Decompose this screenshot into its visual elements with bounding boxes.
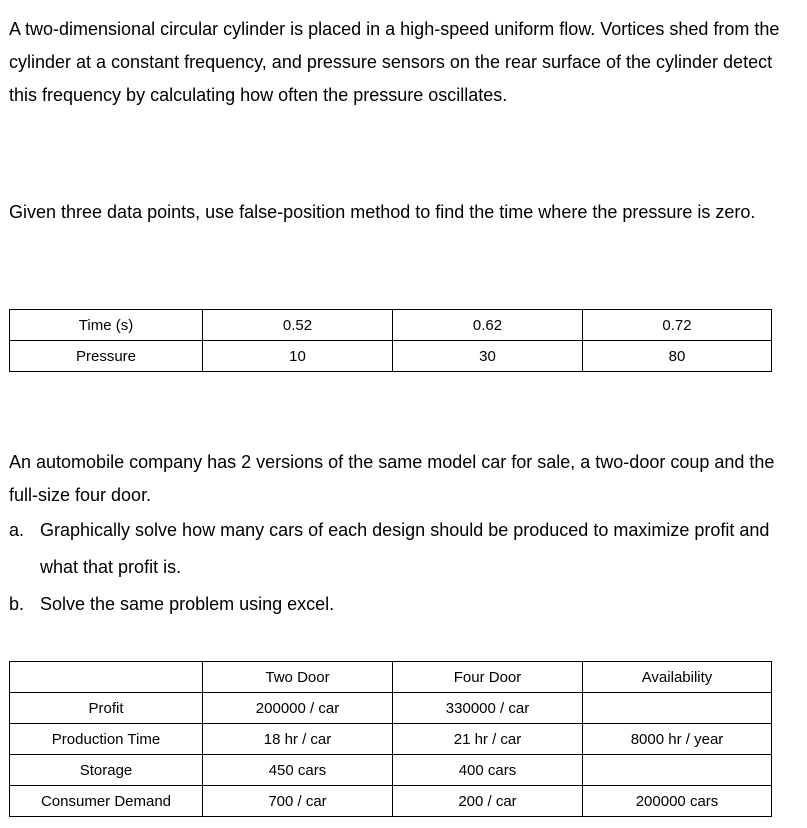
list-marker: b. xyxy=(9,594,25,614)
table-cell: Production Time xyxy=(10,724,203,755)
table-cell: 0.72 xyxy=(583,310,772,341)
table-header-cell: Four Door xyxy=(393,662,583,693)
table-cell: 18 hr / car xyxy=(203,724,393,755)
list-item-text: Solve the same problem using excel. xyxy=(40,594,335,614)
problem1-paragraph1: A two-dimensional circular cylinder is placed in a high-speed uniform flow. Vortices shed from the cylinder at a constant frequency, and pressure sensors on the rear surface of the cylinder detect this frequency by calculating how often the pressure oscillates. xyxy=(9,19,780,105)
table-cell: Profit xyxy=(10,693,203,724)
table-cell: 80 xyxy=(583,341,772,372)
table-cell: 21 hr / car xyxy=(393,724,583,755)
table-row xyxy=(10,341,772,372)
table-cell: 0.52 xyxy=(203,310,393,341)
table-row xyxy=(10,724,772,755)
table-header-row xyxy=(10,662,772,693)
table-cell: 700 / car xyxy=(203,786,393,817)
table-cell: Time (s) xyxy=(10,310,203,341)
table-cell: 30 xyxy=(393,341,583,372)
pressure-data-table xyxy=(9,309,772,372)
table-cell: 200000 cars xyxy=(583,786,772,817)
list-item-text: Graphically solve how many cars of each design should be produced to maximize profit and what that profit is. xyxy=(40,520,770,577)
table-cell: Consumer Demand xyxy=(10,786,203,817)
table-cell: 450 cars xyxy=(203,755,393,786)
table-cell: 400 cars xyxy=(393,755,583,786)
table-header-cell xyxy=(10,662,203,693)
table-row xyxy=(10,786,772,817)
table-cell: 0.62 xyxy=(393,310,583,341)
table-cell: 200 / car xyxy=(393,786,583,817)
table-cell: Storage xyxy=(10,755,203,786)
table-cell: 8000 hr / year xyxy=(583,724,772,755)
table-cell: 330000 / car xyxy=(393,693,583,724)
table-header-cell: Availability xyxy=(583,662,772,693)
car-production-table xyxy=(9,661,772,817)
table-header-cell: Two Door xyxy=(203,662,393,693)
table-row xyxy=(10,755,772,786)
table-row xyxy=(10,693,772,724)
table-row xyxy=(10,310,772,341)
table-cell xyxy=(583,693,772,724)
table-cell: 10 xyxy=(203,341,393,372)
problem2-intro: An automobile company has 2 versions of the same model car for sale, a two-door coup and the full-size four door. xyxy=(9,452,775,505)
table-cell xyxy=(583,755,772,786)
problem1-paragraph2: Given three data points, use false-position method to find the time where the pressure is zero. xyxy=(9,202,756,222)
table-cell: Pressure xyxy=(10,341,203,372)
list-marker: a. xyxy=(9,520,25,540)
table-cell: 200000 / car xyxy=(203,693,393,724)
